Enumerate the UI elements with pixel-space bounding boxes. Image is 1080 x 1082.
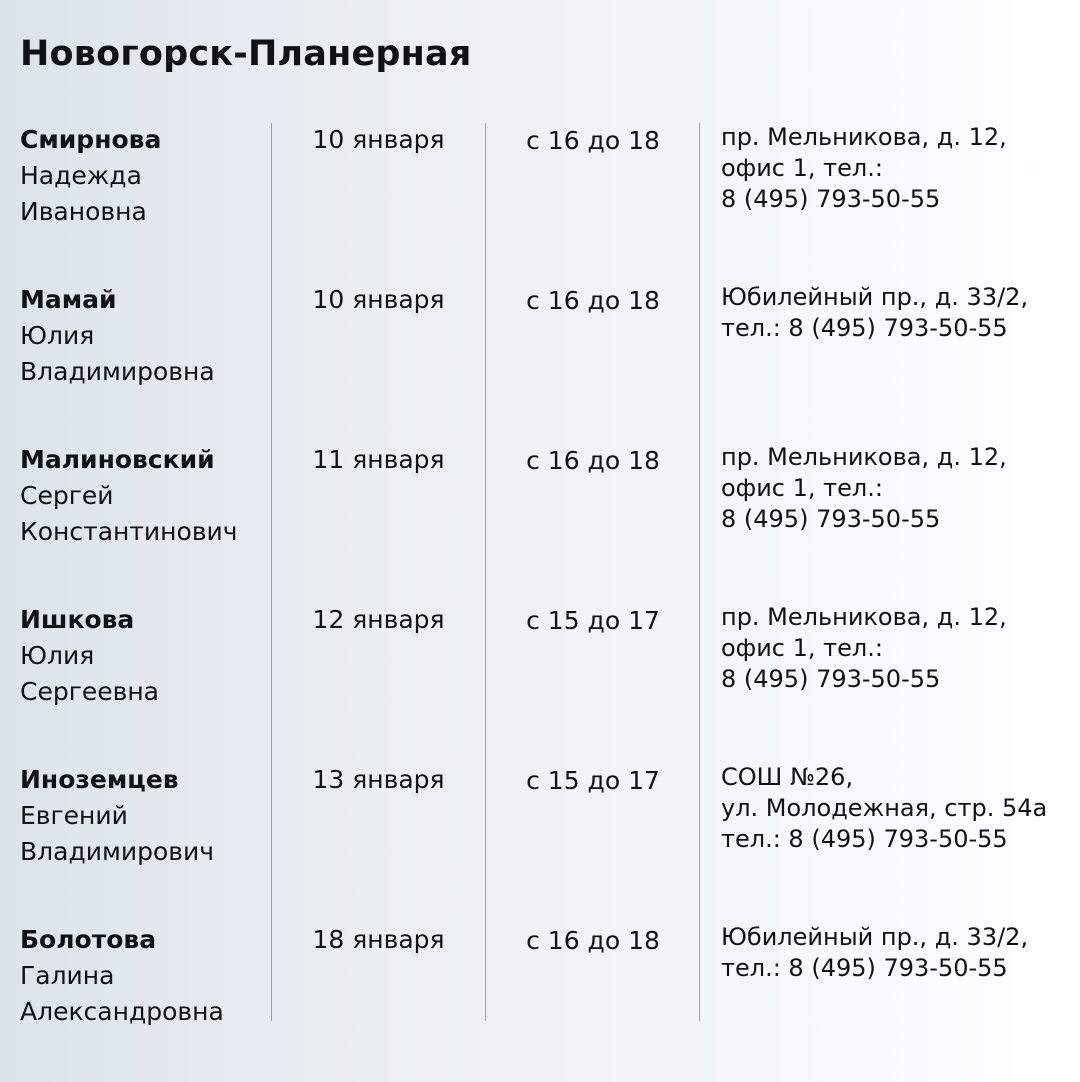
address-line: офис 1, тел.: xyxy=(721,634,883,662)
reception-date: 10 января xyxy=(312,285,445,314)
first-name: Галина xyxy=(20,961,115,990)
table-row xyxy=(0,282,1080,442)
reception-time: с 15 до 17 xyxy=(526,606,660,635)
address-line: ул. Молодежная, стр. 54а xyxy=(721,794,1048,822)
reception-time: с 16 до 18 xyxy=(526,286,660,315)
first-name: Юлия xyxy=(20,321,95,350)
schedule-table xyxy=(0,122,1080,1082)
reception-date: 12 января xyxy=(312,605,445,634)
middle-name: Александровна xyxy=(20,997,224,1026)
reception-time: с 15 до 17 xyxy=(526,766,660,795)
first-name: Надежда xyxy=(20,161,142,190)
middle-name: Ивановна xyxy=(20,197,147,226)
address-line: 8 (495) 793-50-55 xyxy=(721,185,941,213)
table-row xyxy=(0,762,1080,922)
last-name: Мамай xyxy=(20,285,117,314)
first-name: Сергей xyxy=(20,481,114,510)
reception-time: с 16 до 18 xyxy=(526,126,660,155)
first-name: Юлия xyxy=(20,641,95,670)
table-row xyxy=(0,602,1080,762)
last-name: Иноземцев xyxy=(20,765,179,794)
person-name xyxy=(20,442,265,550)
address-line: офис 1, тел.: xyxy=(721,474,883,502)
person-name xyxy=(20,122,265,230)
last-name: Ишкова xyxy=(20,605,135,634)
address-line: Юбилейный пр., д. 33/2, xyxy=(721,923,1029,951)
last-name: Смирнова xyxy=(20,125,162,154)
reception-date: 11 января xyxy=(312,445,445,474)
reception-address xyxy=(721,922,1071,984)
table-row xyxy=(0,922,1080,1082)
address-line: Юбилейный пр., д. 33/2, xyxy=(721,283,1029,311)
reception-address xyxy=(721,122,1071,215)
address-line: пр. Мельникова, д. 12, xyxy=(721,603,1007,631)
address-line: пр. Мельникова, д. 12, xyxy=(721,443,1007,471)
table-row xyxy=(0,122,1080,282)
address-line: СОШ №26, xyxy=(721,763,854,791)
address-line: 8 (495) 793-50-55 xyxy=(721,665,941,693)
reception-address xyxy=(721,602,1071,695)
last-name: Болотова xyxy=(20,925,157,954)
middle-name: Владимировна xyxy=(20,357,215,386)
person-name xyxy=(20,282,265,390)
first-name: Евгений xyxy=(20,801,128,830)
middle-name: Константинович xyxy=(20,517,238,546)
address-line: тел.: 8 (495) 793-50-55 xyxy=(721,825,1008,853)
reception-time: с 16 до 18 xyxy=(526,926,660,955)
table-row xyxy=(0,442,1080,602)
address-line: тел.: 8 (495) 793-50-55 xyxy=(721,314,1008,342)
reception-date: 13 января xyxy=(312,765,445,794)
address-line: 8 (495) 793-50-55 xyxy=(721,505,941,533)
person-name xyxy=(20,602,265,710)
person-name xyxy=(20,762,265,870)
reception-address xyxy=(721,442,1071,535)
last-name: Малиновский xyxy=(20,445,215,474)
address-line: пр. Мельникова, д. 12, xyxy=(721,123,1007,151)
reception-address xyxy=(721,762,1071,855)
address-line: тел.: 8 (495) 793-50-55 xyxy=(721,954,1008,982)
reception-time: с 16 до 18 xyxy=(526,446,660,475)
page-title: Новогорск-Планерная xyxy=(20,34,472,74)
reception-date: 18 января xyxy=(312,925,445,954)
reception-address xyxy=(721,282,1071,344)
middle-name: Сергеевна xyxy=(20,677,160,706)
reception-date: 10 января xyxy=(312,125,445,154)
middle-name: Владимирович xyxy=(20,837,215,866)
person-name xyxy=(20,922,265,1030)
address-line: офис 1, тел.: xyxy=(721,154,883,182)
